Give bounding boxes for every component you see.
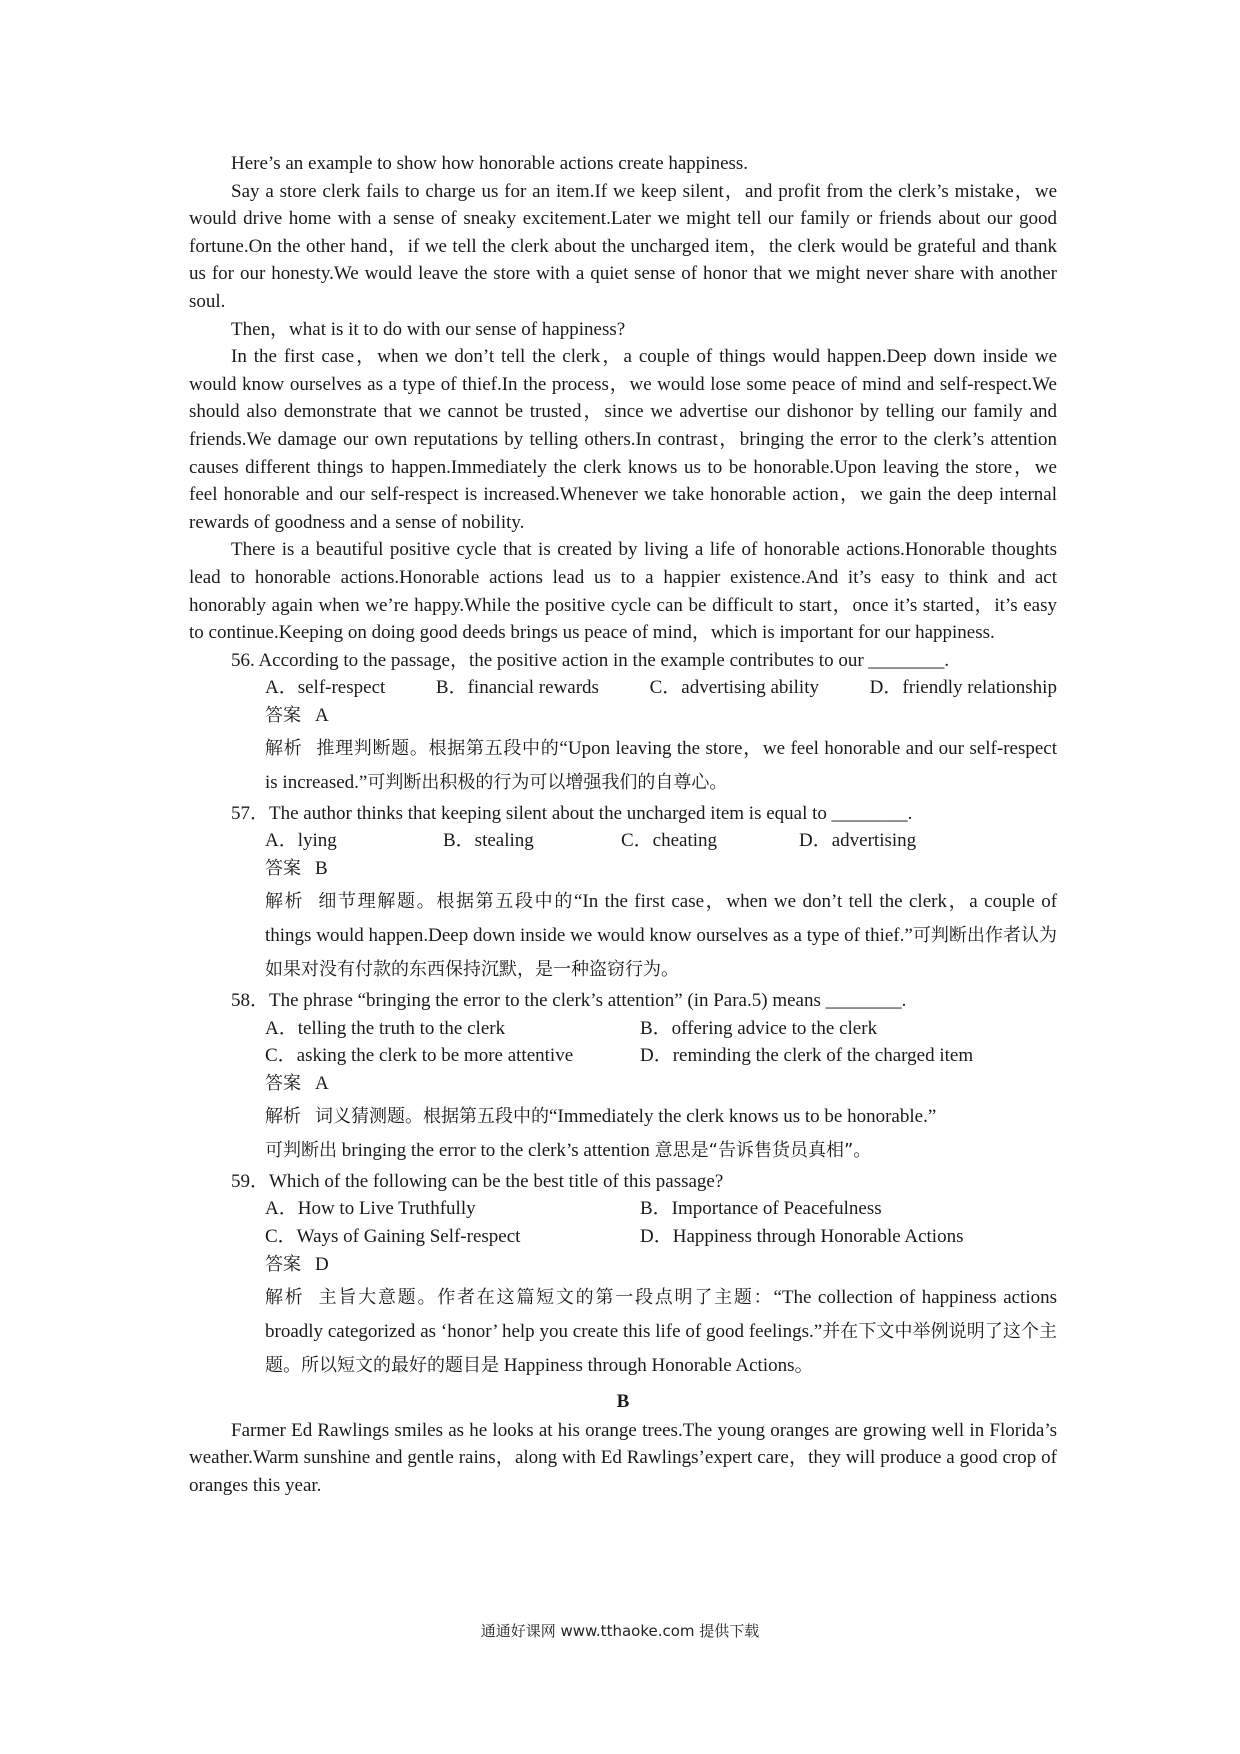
question-stem: 59．Which of the following can be the best title of this passage? <box>231 1170 724 1192</box>
question-59 <box>189 1168 1057 1383</box>
passage-paragraph: Say a store clerk fails to charge us for an item.If we keep silent，and profit from the clerk’s mistake，we would drive home with a sense of sneaky excitement.Later we might tell our family or friends about our good fortune.On the other hand，if we tell the clerk about the uncharged item，the clerk would be grateful and thank us for our honesty.We would leave the store with a quiet sense of honor that we might never share with another soul. <box>189 180 1057 312</box>
explanation-text-cn: 可判断出 <box>265 1139 337 1161</box>
explanation-text-cn: 主旨大意题。作者在这篇短文的第一段点明了主题： <box>318 1286 774 1308</box>
option-b: B．financial rewards <box>435 677 599 699</box>
page-footer: 通通好课网 www.tthaoke.com 提供下载 <box>480 1622 760 1640</box>
explanation-quote: “The collection of happiness actions broadly categorized as ‘honor’ help you create this life of good feelings.” <box>265 1286 1058 1342</box>
option-a: A．self-respect <box>265 677 386 699</box>
explanation-label: 解析 <box>265 737 303 759</box>
answer-line <box>189 855 1057 883</box>
explanation-quote: “In the first case，when we don’t tell the clerk，a couple of things would happen.Deep down inside we would know ourselves as a type of thief.” <box>265 891 1058 947</box>
answer-value: B <box>315 858 328 880</box>
option-b: B．Importance of Peacefulness <box>640 1198 882 1220</box>
option-c: C．Ways of Gaining Self-respect <box>265 1226 521 1248</box>
answer-value: D <box>315 1253 329 1275</box>
option-b: B．stealing <box>443 830 534 852</box>
question-options <box>189 1042 1057 1070</box>
explanation-phrase: bringing the error to the clerk’s attention <box>341 1139 650 1161</box>
answer-label: 答案 <box>265 704 301 726</box>
question-options <box>189 1223 1057 1251</box>
document-body <box>189 150 1057 1499</box>
option-d: D．reminding the clerk of the charged item <box>640 1045 974 1067</box>
explanation-label: 解析 <box>265 891 305 913</box>
explanation-quote: “Immediately the clerk knows us to be honorable.” <box>549 1105 937 1127</box>
question-options <box>189 1015 1057 1043</box>
question-options <box>189 827 1057 855</box>
option-c: C．asking the clerk to be more attentive <box>265 1045 574 1067</box>
answer-value: A <box>315 704 329 726</box>
question-options <box>189 1195 1057 1223</box>
option-d: D．Happiness through Honorable Actions <box>640 1226 964 1248</box>
explanation <box>189 732 1057 800</box>
question-stem: 56. According to the passage，the positive action in the example contributes to our ________. <box>231 649 950 671</box>
option-d: D．friendly relationship <box>869 677 1057 699</box>
explanation-text-cn: 并在下文中举例说明了这个主题。所以短文的最好的题目是 <box>265 1320 1058 1376</box>
question-stem: 57．The author thinks that keeping silent about the uncharged item is equal to ________. <box>231 802 913 824</box>
question-57 <box>189 800 1057 987</box>
explanation <box>189 885 1057 987</box>
answer-line <box>189 1251 1057 1279</box>
explanation-label: 解析 <box>265 1286 305 1308</box>
explanation-text-cn: 细节理解题。根据第五段中的 <box>318 891 574 913</box>
answer-label: 答案 <box>265 858 301 880</box>
option-a: A．telling the truth to the clerk <box>265 1017 506 1039</box>
answer-label: 答案 <box>265 1072 301 1094</box>
option-a: A．lying <box>265 830 337 852</box>
answer-label: 答案 <box>265 1253 301 1275</box>
explanation-text-cn: 可判断出作者认为如果对没有付款的东西保持沉默，是一种盗窃行为。 <box>265 925 1058 981</box>
answer-line <box>189 702 1057 730</box>
explanation-text-cn: 推理判断题。根据第五段中的 <box>316 737 560 759</box>
passage-paragraph: Here’s an example to show how honorable actions create happiness. <box>231 153 749 174</box>
passage-paragraph: Farmer Ed Rawlings smiles as he looks at his orange trees.The young oranges are growing well in Florida’s weather.Warm sunshine and gentle rains，along with Ed Rawlings’expert care，they will produce a good crop of oranges this year. <box>189 1419 1057 1496</box>
answer-line <box>189 1070 1057 1098</box>
passage-paragraph: In the first case，when we don’t tell the clerk，a couple of things would happen.Deep down inside we would know ourselves as a type of thief.In the process，we would lose some peace of mind and self-respect.We should also demonstrate that we cannot be trusted，since we advertise our dishonor by telling our family and friends.We damage our own reputations by telling others.In contrast，bringing the error to the clerk’s attention causes different things to happen.Immediately the clerk knows us to be honorable.Upon leaving the store，we feel honorable and our self-respect is increased.Whenever we take honorable action，we gain the deep internal rewards of goodness and a sense of nobility. <box>189 346 1057 533</box>
explanation-label: 解析 <box>265 1105 301 1127</box>
section-heading: B <box>616 1390 630 1412</box>
explanation <box>189 1281 1057 1383</box>
question-options <box>189 674 1057 702</box>
passage-paragraph: There is a beautiful positive cycle that is created by living a life of honorable actions.Honorable thoughts lead to honorable actions.Honorable actions lead us to a happier existence.And it’s easy to think and act honorably again when we’re happy.While the positive cycle can be difficult to start，once it’s started，it’s easy to continue.Keeping on doing good deeds brings us peace of mind，which is important for our happiness. <box>189 539 1057 644</box>
explanation-text-cn: 可判断出积极的行为可以增强我们的自尊心。 <box>367 771 728 793</box>
question-stem: 58．The phrase “bringing the error to the clerk’s attention” (in Para.5) means ________. <box>231 990 907 1012</box>
option-d: D．advertising <box>799 830 917 852</box>
option-c: C．advertising ability <box>649 677 819 699</box>
answer-value: A <box>315 1072 329 1094</box>
explanation-text-cn: 词义猜测题。根据第五段中的 <box>315 1105 549 1127</box>
explanation <box>189 1100 1057 1168</box>
question-58 <box>189 987 1057 1168</box>
explanation-title: Happiness through Honorable Actions。 <box>503 1354 814 1376</box>
option-c: C．cheating <box>621 830 718 852</box>
explanation-quote: “Upon leaving the store，we feel honorable and our self-respect is increased.” <box>265 737 1058 793</box>
passage-paragraph: Then，what is it to do with our sense of happiness? <box>231 318 626 340</box>
question-56 <box>189 647 1057 800</box>
explanation-text-cn: 意思是“告诉售货员真相”。 <box>654 1139 872 1161</box>
option-b: B．offering advice to the clerk <box>640 1017 878 1039</box>
option-a: A．How to Live Truthfully <box>265 1198 476 1220</box>
